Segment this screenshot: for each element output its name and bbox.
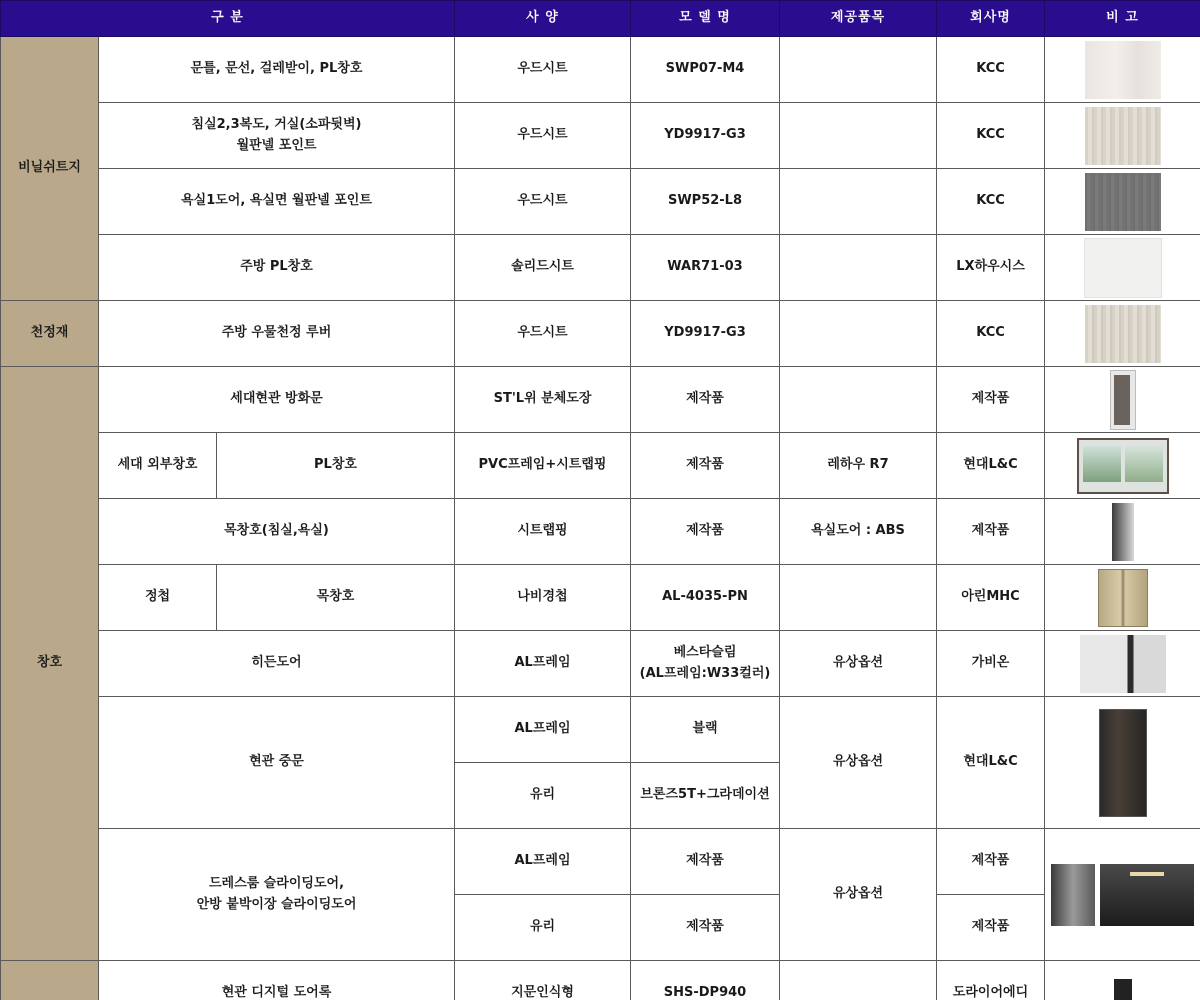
- spec-cell: PVC프레임+시트랩핑: [455, 433, 631, 499]
- spec-cell: AL프레임: [455, 631, 631, 697]
- table-row: [1, 433, 1200, 499]
- spec-cell: 솔리드시트: [455, 235, 631, 301]
- item-cell: 히든도어: [99, 631, 455, 697]
- item-line: 월판넬 포인트: [236, 137, 317, 153]
- solid-sheet-swatch-image: [1084, 238, 1162, 298]
- remarks-cell: [1045, 169, 1200, 235]
- spec-cell: 우드시트: [455, 37, 631, 103]
- header-company: 회사명: [937, 1, 1045, 37]
- model-cell: SWP07-M4: [631, 37, 780, 103]
- company-cell: KCC: [937, 301, 1045, 367]
- remarks-cell: [1045, 235, 1200, 301]
- wood-sheet-swatch-image: [1085, 305, 1161, 363]
- provided-cell: [780, 37, 937, 103]
- header-provided: 제공품목: [780, 1, 937, 37]
- provided-cell: 유상옵션: [780, 829, 937, 961]
- remarks-cell: [1045, 631, 1200, 697]
- item-cell: 욕실1도어, 욕실면 월판넬 포인트: [99, 169, 455, 235]
- wood-door-photo: [1112, 503, 1134, 561]
- spec-cell: 유리: [455, 763, 631, 829]
- model-cell: 제작품: [631, 433, 780, 499]
- table-header: [1, 1, 1200, 37]
- company-cell: 제작품: [937, 499, 1045, 565]
- company-cell: 아린MHC: [937, 565, 1045, 631]
- provided-cell: [780, 367, 937, 433]
- table-row: [1, 103, 1200, 169]
- spec-cell: 지문인식형: [455, 961, 631, 1000]
- item-line: 침실2,3복도, 거실(소파뒷벽): [191, 116, 362, 132]
- remarks-cell: [1045, 565, 1200, 631]
- company-cell: LX하우시스: [937, 235, 1045, 301]
- sub-category-cell: 세대 외부창호: [99, 433, 217, 499]
- company-cell: 현대L&C: [937, 433, 1045, 499]
- group-label-next: [1, 961, 99, 1000]
- sliding-door-photo: [1100, 864, 1194, 926]
- spec-cell: AL프레임: [455, 697, 631, 763]
- provided-cell: [780, 169, 937, 235]
- company-cell: KCC: [937, 37, 1045, 103]
- company-cell: 제작품: [937, 895, 1045, 961]
- window-photo: [1077, 438, 1169, 494]
- wood-sheet-swatch-image: [1085, 173, 1161, 231]
- table-row: [1, 829, 1200, 895]
- spec-cell: 우드시트: [455, 169, 631, 235]
- spec-cell: 우드시트: [455, 301, 631, 367]
- model-cell: WAR71-03: [631, 235, 780, 301]
- provided-cell: [780, 235, 937, 301]
- item-cell: 주방 PL창호: [99, 235, 455, 301]
- item-cell: 주방 우물천정 루버: [99, 301, 455, 367]
- remarks-cell: [1045, 961, 1200, 1000]
- provided-cell: 유상옵션: [780, 631, 937, 697]
- table-row: [1, 301, 1200, 367]
- table-row: [1, 37, 1200, 103]
- table-row: [1, 565, 1200, 631]
- item-cell: 목창호: [217, 565, 455, 631]
- remarks-cell: [1045, 367, 1200, 433]
- company-cell: 제작품: [937, 829, 1045, 895]
- table-row: [1, 235, 1200, 301]
- group-label-ceiling: 천정재: [1, 301, 99, 367]
- provided-cell: [780, 565, 937, 631]
- group-label-vinyl: 비닐쉬트지: [1, 37, 99, 301]
- company-cell: 도라이어에디: [937, 961, 1045, 1000]
- spec-cell: ST'L위 분체도장: [455, 367, 631, 433]
- spec-cell: 나비경첩: [455, 565, 631, 631]
- remarks-cell: [1045, 37, 1200, 103]
- header-remarks: 비 고: [1045, 1, 1200, 37]
- sliding-door-photo: [1051, 864, 1095, 926]
- model-line: 베스타슬림: [673, 644, 737, 660]
- model-cell: 제작품: [631, 829, 780, 895]
- wood-sheet-swatch-image: [1085, 41, 1161, 99]
- item-line: 드레스룸 슬라이딩도어,: [208, 875, 345, 891]
- item-cell: 목창호(침실,욕실): [99, 499, 455, 565]
- company-cell: 제작품: [937, 367, 1045, 433]
- model-cell: SHS-DP940: [631, 961, 780, 1000]
- table-row: [1, 367, 1200, 433]
- remarks-cell: [1045, 433, 1200, 499]
- spec-cell: 유리: [455, 895, 631, 961]
- group-label-window: 창호: [1, 367, 99, 961]
- table-row: [1, 169, 1200, 235]
- spec-cell: AL프레임: [455, 829, 631, 895]
- company-cell: KCC: [937, 169, 1045, 235]
- model-cell: 제작품: [631, 367, 780, 433]
- item-line: 안방 붙박이장 슬라이딩도어: [196, 896, 357, 912]
- provided-cell: [780, 301, 937, 367]
- door-lock-photo: [1114, 979, 1132, 1000]
- table-row: [1, 631, 1200, 697]
- provided-cell: [780, 103, 937, 169]
- model-cell: 블랙: [631, 697, 780, 763]
- header-spec: 사 양: [455, 1, 631, 37]
- company-cell: 가비온: [937, 631, 1045, 697]
- model-cell: 제작품: [631, 499, 780, 565]
- remarks-cell: [1045, 301, 1200, 367]
- model-cell: YD9917-G3: [631, 301, 780, 367]
- provided-cell: 유상옵션: [780, 697, 937, 829]
- hidden-door-photo: [1080, 635, 1166, 693]
- item-cell: PL창호: [217, 433, 455, 499]
- sub-category-cell: 정첩: [99, 565, 217, 631]
- model-line: (AL프레임:W33컬러): [639, 665, 771, 681]
- table-row: [1, 697, 1200, 763]
- remarks-cell: [1045, 103, 1200, 169]
- item-cell: 문틀, 문선, 걸레받이, PL창호: [99, 37, 455, 103]
- header-category: 구 분: [1, 1, 455, 37]
- table-row: [1, 961, 1200, 1000]
- item-cell: 세대현관 방화문: [99, 367, 455, 433]
- item-cell: [99, 829, 455, 961]
- provided-cell: [780, 961, 937, 1000]
- fire-door-photo: [1110, 370, 1136, 430]
- spec-cell: 우드시트: [455, 103, 631, 169]
- company-cell: KCC: [937, 103, 1045, 169]
- model-cell: 제작품: [631, 895, 780, 961]
- remarks-cell: [1045, 499, 1200, 565]
- provided-cell: 욕실도어 : ABS: [780, 499, 937, 565]
- hinge-photo: [1098, 569, 1148, 627]
- remarks-cell: [1045, 697, 1200, 829]
- model-cell: 브론즈5T+그라데이션: [631, 763, 780, 829]
- spec-cell: 시트랩핑: [455, 499, 631, 565]
- company-cell: 현대L&C: [937, 697, 1045, 829]
- model-cell: SWP52-L8: [631, 169, 780, 235]
- remarks-cell: [1045, 829, 1200, 961]
- model-cell: YD9917-G3: [631, 103, 780, 169]
- wood-sheet-swatch-image: [1085, 107, 1161, 165]
- model-cell: [631, 631, 780, 697]
- item-cell: 현관 중문: [99, 697, 455, 829]
- entrance-door-photo: [1099, 709, 1147, 817]
- model-cell: AL-4035-PN: [631, 565, 780, 631]
- table-row: [1, 499, 1200, 565]
- provided-cell: 레하우 R7: [780, 433, 937, 499]
- item-cell: [99, 103, 455, 169]
- header-model: 모 델 명: [631, 1, 780, 37]
- item-cell: 현관 디지털 도어록: [99, 961, 455, 1000]
